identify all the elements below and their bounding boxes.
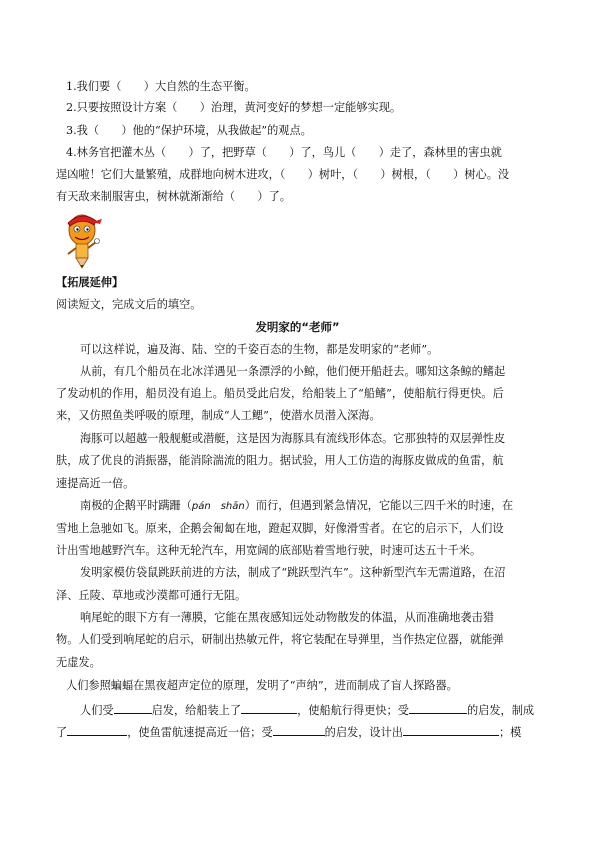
answer-blank[interactable]	[114, 702, 152, 714]
pencil-mascot-icon	[60, 210, 104, 270]
paragraph-4-line-1	[80, 499, 568, 514]
question-4-line-2: 逞凶啦！它们大量繁殖，成群地向树木进攻，（ ）树叶，（ ）树根，（ ）树心。没	[56, 168, 510, 181]
fill-text: ，使鱼雷航速提高近一倍；受	[127, 726, 273, 739]
fill-text: 的启发，设计出	[324, 726, 403, 739]
instruction: 阅读短文，完成文后的填空。	[56, 298, 202, 311]
section-header: 【拓展延伸】	[56, 276, 124, 289]
fill-text: 了	[56, 726, 68, 739]
paragraph-2-line-2: 了发动机的作用，船员没有追上。船员受此启发，给船装上了“船鳍”，使船航行得更快。后	[56, 387, 504, 400]
fill-blank-line-1	[80, 702, 568, 718]
paragraph-2-line-3: 来，又仿照鱼类呼吸的原理，制成“人工鳃”，使潜水员潜入深海。	[56, 409, 381, 422]
paragraph-5-line-2: 泽、丘陵、草地或沙漠都可通行无阻。	[56, 589, 247, 602]
paragraph-4-line-2: 雪地上急驰如飞。原来，企鹅会匍匐在地，蹬起双脚，好像滑雪者。在它的启示下，人们设	[56, 522, 504, 535]
pinyin-annotation: pán shān	[191, 501, 245, 512]
fill-text: 启发，给船装上了	[151, 704, 242, 717]
paragraph-5-line-1: 发明家模仿袋鼠跳跃前进的方法，制成了“跳跃型汽车”。这种新型汽车无需道路，在沼	[80, 566, 506, 579]
paragraph-4-end: ）而行，但遇到紧急情况，它能以三四千米的时速，在	[244, 499, 514, 512]
fill-text: 的启发，制成	[466, 704, 535, 717]
answer-blank[interactable]	[67, 724, 127, 736]
fill-blank-line-2	[56, 724, 544, 740]
question-4-line-1: 4.林务官把灌木丛（ ）了，把野草（ ）了，鸟儿（ ）走了，森林里的害虫就	[66, 146, 502, 159]
answer-blank[interactable]	[409, 702, 467, 714]
question-4-line-3: 有天敌来制服害虫，树林就渐渐给（ ）了。	[56, 190, 291, 203]
question-3: 3.我（ ）他的“保护环境，从我做起”的观点。	[66, 124, 312, 137]
question-1: 1.我们要（ ）大自然的生态平衡。	[66, 80, 256, 93]
answer-blank[interactable]	[273, 724, 325, 736]
paragraph-3-line-2: 肤，成了优良的消振器，能消除湍流的阻力。据试验，用人工仿造的海豚皮做成的鱼雷，航	[56, 454, 504, 467]
paragraph-3-line-1: 海豚可以超越一般舰艇或潜艇，这是因为海豚具有流线形体态。它那独特的双层弹性皮	[80, 432, 506, 445]
paragraph-6-line-3: 无虚发。	[56, 656, 101, 669]
paragraph-6-line-1: 响尾蛇的眼下方有一薄膜，它能在黑夜感知远处动物散发的体温，从而准确地袭击猎	[80, 611, 494, 624]
answer-blank[interactable]	[241, 702, 297, 714]
paragraph-4-line-3: 计出雪地越野汽车。这种无轮汽车，用宽阔的底部贴着雪地行驶，时速可达五十千米。	[56, 544, 482, 557]
paragraph-6-line-2: 物。人们受到响尾蛇的启示，研制出热敏元件，将它装配在导弹里，当作热定位器，就能弹	[56, 633, 504, 646]
paragraph-2-line-1: 从前，有几个船员在北冰洋遇见一条漂浮的小鲸，他们便开船赶去。哪知这条鲸的鳍起	[80, 365, 506, 378]
fill-text: ；模	[498, 726, 522, 739]
fill-text: ，使船航行得更快；受	[297, 704, 409, 717]
fill-text: 人们受	[80, 704, 114, 717]
article-title: 发明家的“老师”	[255, 320, 340, 334]
paragraph-3-line-3: 速提高近一倍。	[56, 477, 135, 490]
paragraph-4-start: 南极的企鹅平时蹒跚（	[80, 499, 192, 512]
question-2: 2.只要按照设计方案（ ）治理，黄河变好的梦想一定能够实现。	[66, 101, 402, 114]
answer-blank[interactable]	[403, 724, 499, 736]
paragraph-7: 人们参照蝙蝠在黑夜超声定位的原理，发明了“声纳”，进而制成了盲人探路器。	[66, 679, 458, 692]
paragraph-1: 可以这样说，遍及海、陆、空的千姿百态的生物，都是发明家的“老师”。	[80, 343, 439, 356]
